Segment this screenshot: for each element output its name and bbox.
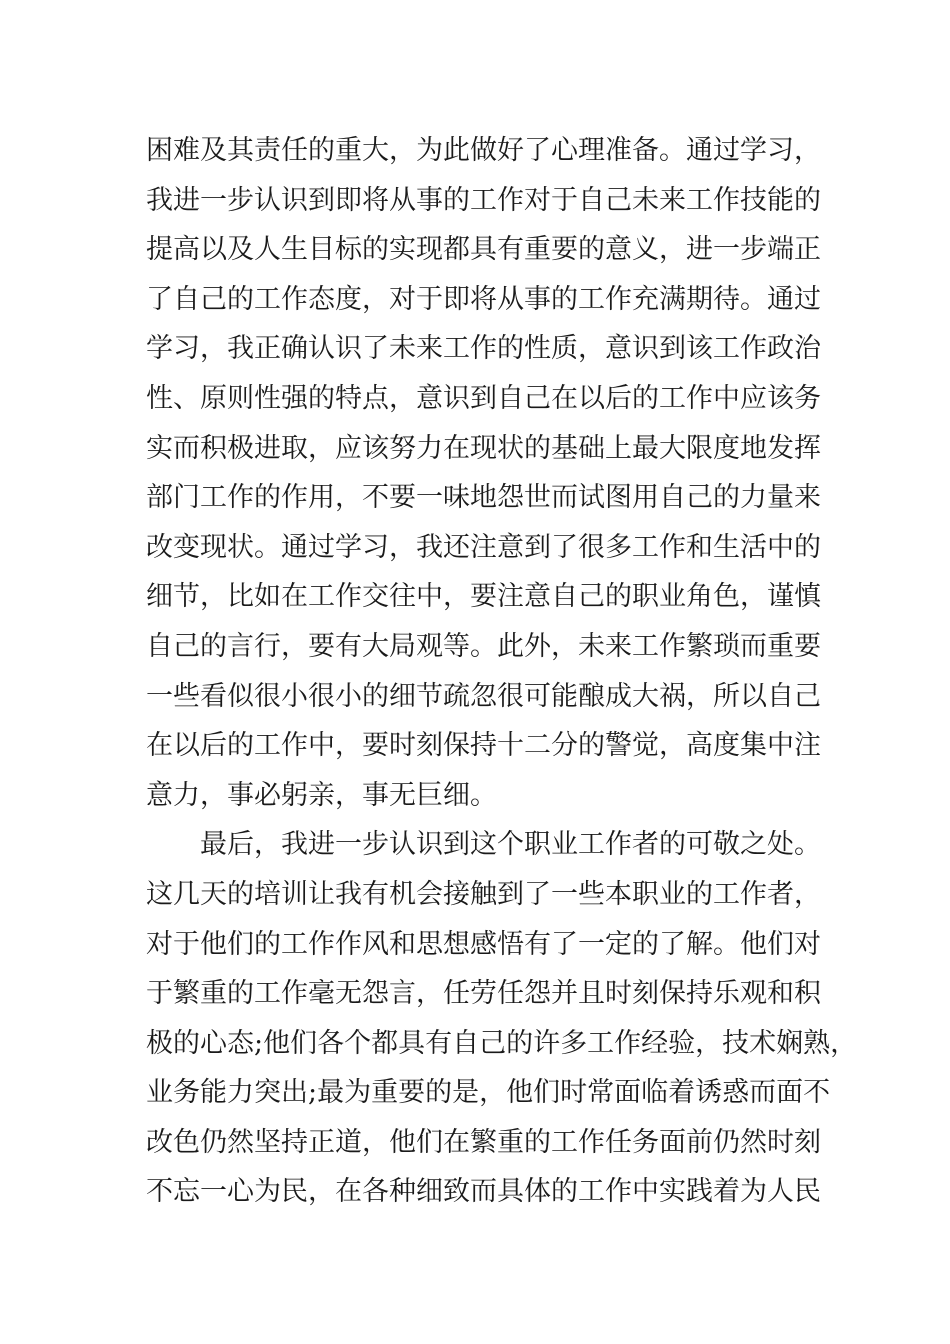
paragraph-start-line: 最后，我进一步认识到这个职业工作者的可敬之处。 xyxy=(200,829,821,861)
text-line: 部门工作的作用，不要一味地怨世而试图用自己的力量来 xyxy=(146,482,821,514)
text-line: 实而积极进取，应该努力在现状的基础上最大限度地发挥 xyxy=(146,432,821,464)
text-line: 自己的言行，要有大局观等。此外，未来工作繁琐而重要 xyxy=(146,630,821,662)
text-line: 于繁重的工作毫无怨言，任劳任怨并且时刻保持乐观和积 xyxy=(146,978,821,1010)
text-line: 不忘一心为民，在各种细致而具体的工作中实践着为人民 xyxy=(146,1176,821,1208)
text-line: 细节，比如在工作交往中，要注意自己的职业角色，谨慎 xyxy=(146,581,821,613)
text-line: 性、原则性强的特点，意识到自己在以后的工作中应该务 xyxy=(146,382,821,414)
text-line: 业务能力突出;最为重要的是，他们时常面临着诱惑而面不 xyxy=(146,1077,831,1109)
text-line: 对于他们的工作作风和思想感悟有了一定的了解。他们对 xyxy=(146,928,821,960)
text-line: 学习，我正确认识了未来工作的性质，意识到该工作政治 xyxy=(146,333,821,365)
text-line: 改色仍然坚持正道，他们在繁重的工作任务面前仍然时刻 xyxy=(146,1126,821,1158)
text-line: 改变现状。通过学习，我还注意到了很多工作和生活中的 xyxy=(146,531,821,563)
text-line: 意力，事必躬亲，事无巨细。 xyxy=(146,779,497,811)
text-line: 提高以及人生目标的实现都具有重要的意义，进一步端正 xyxy=(146,234,821,266)
text-line: 了自己的工作态度，对于即将从事的工作充满期待。通过 xyxy=(146,283,821,315)
text-line: 我进一步认识到即将从事的工作对于自己未来工作技能的 xyxy=(146,184,821,216)
text-line: 在以后的工作中，要时刻保持十二分的警觉，高度集中注 xyxy=(146,730,821,762)
text-line: 一些看似很小很小的细节疏忽很可能酿成大祸，所以自己 xyxy=(146,680,821,712)
body-text xyxy=(146,126,858,1217)
text-line: 这几天的培训让我有机会接触到了一些本职业的工作者， xyxy=(146,878,821,910)
text-line: 极的心态;他们各个都具有自己的许多工作经验，技术娴熟， xyxy=(146,1027,858,1059)
text-line: 困难及其责任的重大，为此做好了心理准备。通过学习， xyxy=(146,135,821,166)
